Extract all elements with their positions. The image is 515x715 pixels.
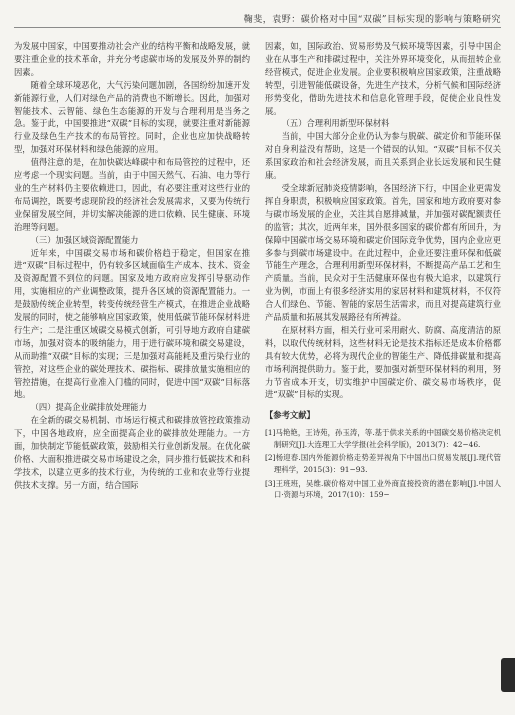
left-column	[14, 40, 250, 492]
section-heading: （五）合理利用新型环保材料	[281, 118, 390, 129]
body-paragraph: 为发展中国家，中国要推动社会产业的结构平衡和战略发展，就要注重企业的技术革命，并充分考虑碳市场的发展及外界的制约因素。	[14, 41, 250, 77]
header-rule	[14, 27, 501, 28]
right-column	[265, 40, 501, 503]
reference-item: [3]王班班，吴维.碳价格对中国工业外商直接投资的潜在影响[J].中国人口·资源与环境，2017(10)：159−	[265, 478, 501, 500]
section-heading: （四）提高企业碳排放处理能力	[30, 402, 147, 413]
body-paragraph: 当前，中国大部分企业仍认为参与脱碳、碳定价和节能环保对自身利益没有帮助，这是一个错误的认知。“双碳”目标不仅关系国家政治和社会经济发展，而且关系到企业长远发展和民生健康。	[265, 131, 501, 181]
body-paragraph: 受全球新冠肺炎疫情影响，各国经济下行，中国企业更需发挥自身职责，积极响应国家政策。首先，国家和地方政府要对参与碳市场发展的企业，关注其自愿排减量，并加强对碳配额责任的监管；其次，近两年来，国外很多国家的碳价都有所回升，为保障中国碳市场交易环境和碳定价国际竞争优势，国内企业应更多参与到碳市场建设中。在此过程中，企业还要注重环保和低碳节能生产理念，合理利用新型环保材料，不断提高产品工艺和生产质量。当前，民众对于生活健康环保也有极大追求，以建筑行业为例，市面上有很多经济实用的家居材料和建筑材料，不仅符合人们绿色、节能、智能的家居生活需求，而且对提高建筑行业产品质量和拓展其发展路径有所裨益。	[265, 182, 501, 323]
page-number-tab	[501, 658, 515, 692]
running-header: 鞠斐，袁野：碳价格对中国“双碳”目标实现的影响与策略研究	[243, 15, 501, 25]
reference-item: [1]马艳艳，王诗苑，孙玉涛，等.基于供求关系的中国碳交易价格决定机制研究[J].大连理工大学学报(社会科学版)，2013(7)：42−46.	[265, 428, 501, 449]
body-paragraph: 在原材料方面，相关行业可采用耐火、防腐、高度清洁的原料，以取代传统材料，这些材料无论是技术指标还是成本价格都具有较大优势，必将为现代企业的智能生产、降低排碳量和提高市场利润提供助力。鉴于此，要加强对新型环保材料的利用，努力节省成本开支，切实维护中国碳定价、碳交易市场秩序，促进“双碳”目标的实现。	[265, 324, 501, 400]
body-paragraph: 近年来，中国碳交易市场和碳价格趋于稳定，但国家在推进“双碳”目标过程中，仍有较多区域面临生产成本、技术、资金及资源配置不到位的问题。国家及地方政府应发挥引导驱动作用，实施相应的产业调整政策，提升各区域的资源配置能力。一是鼓励传统企业转型，转变传统经营生产模式，在推进企业战略发展的同时，使之能够响应国家政策，使用低碳节能环保材料进行生产；二是注重区域碳交易模式创新，可引导地方政府自建碳市场，加强对资本的吸纳能力，用于进行碳环境和碳交易建设，从而助推“双碳”目标的实现；三是加强对高能耗及重污染行业的管控，对这些企业的碳处理技术、碳指标、碳排放量实施相应的管控措施，在提高行业准入门槛的同时，促进中国“双碳”目标落地。	[14, 247, 250, 400]
section-heading: （三）加强区域资源配置能力	[30, 234, 139, 245]
body-paragraph: 因素，如，国际政治、贸易形势及气候环境等因素，引导中国企业在从事生产和排碳过程中，关注外界环境变化，从而扭转企业经营模式，促进企业发展。企业要积极响应国家政策，注重战略转型，引进智能低碳设备，先进生产技术，分析气候和国际经济形势变化，借助先进技术和信息化管理手段，促使企业良性发展。	[265, 41, 501, 116]
body-paragraph: 随着全球环境恶化，大气污染问题加剧，各国纷纷加速开发新能源行业，人们对绿色产品的消费也不断增长。因此，加强对智能技术、云智能、绿色生态能源的开发与合理利用是当务之急。鉴于此，中国要推进“双碳”目标的实现，就要注重对新能源行业及绿色生产技术的布局管控。同时，企业也应加快战略转型，加强对环保材料和绿色能源的应用。	[14, 79, 250, 155]
references-list	[265, 427, 501, 501]
body-paragraph: 值得注意的是，在加快碳达峰碳中和布局管控的过程中，还应考虑一个现实问题。当前，由于中国天然气、石油、电力等行业的生产材料仍主要依赖进口，因此，有必要注重对这些行业的布局调控，既要考虑现阶段的经济社会发展需求，又要为传统行业保留发展空间，并切实解决能源的进口依赖、民生健康、环境治理等问题。	[14, 157, 250, 232]
references-title: 【参考文献】	[265, 410, 315, 421]
reference-item: [2]杨迎春.国内外能源价格走势差异视角下中国出口贸易发展[J].现代管理科学，2015(3)：91−93.	[265, 453, 501, 475]
body-paragraph: 在全新的碳交易机制、市场运行模式和碳排放管控政策推动下，中国各地政府，应全面提高企业的碳排放处理能力。一方面，加快制定节能低碳政策，鼓励相关行业创新发展。在优化碳价格、大面积推进碳交易市场建设之余，同步推行低碳技术和科学技术，以建立更多的技术行业，为传统的工业和农业等行业提供技术支撑。另一方面，结合国际	[14, 415, 250, 490]
